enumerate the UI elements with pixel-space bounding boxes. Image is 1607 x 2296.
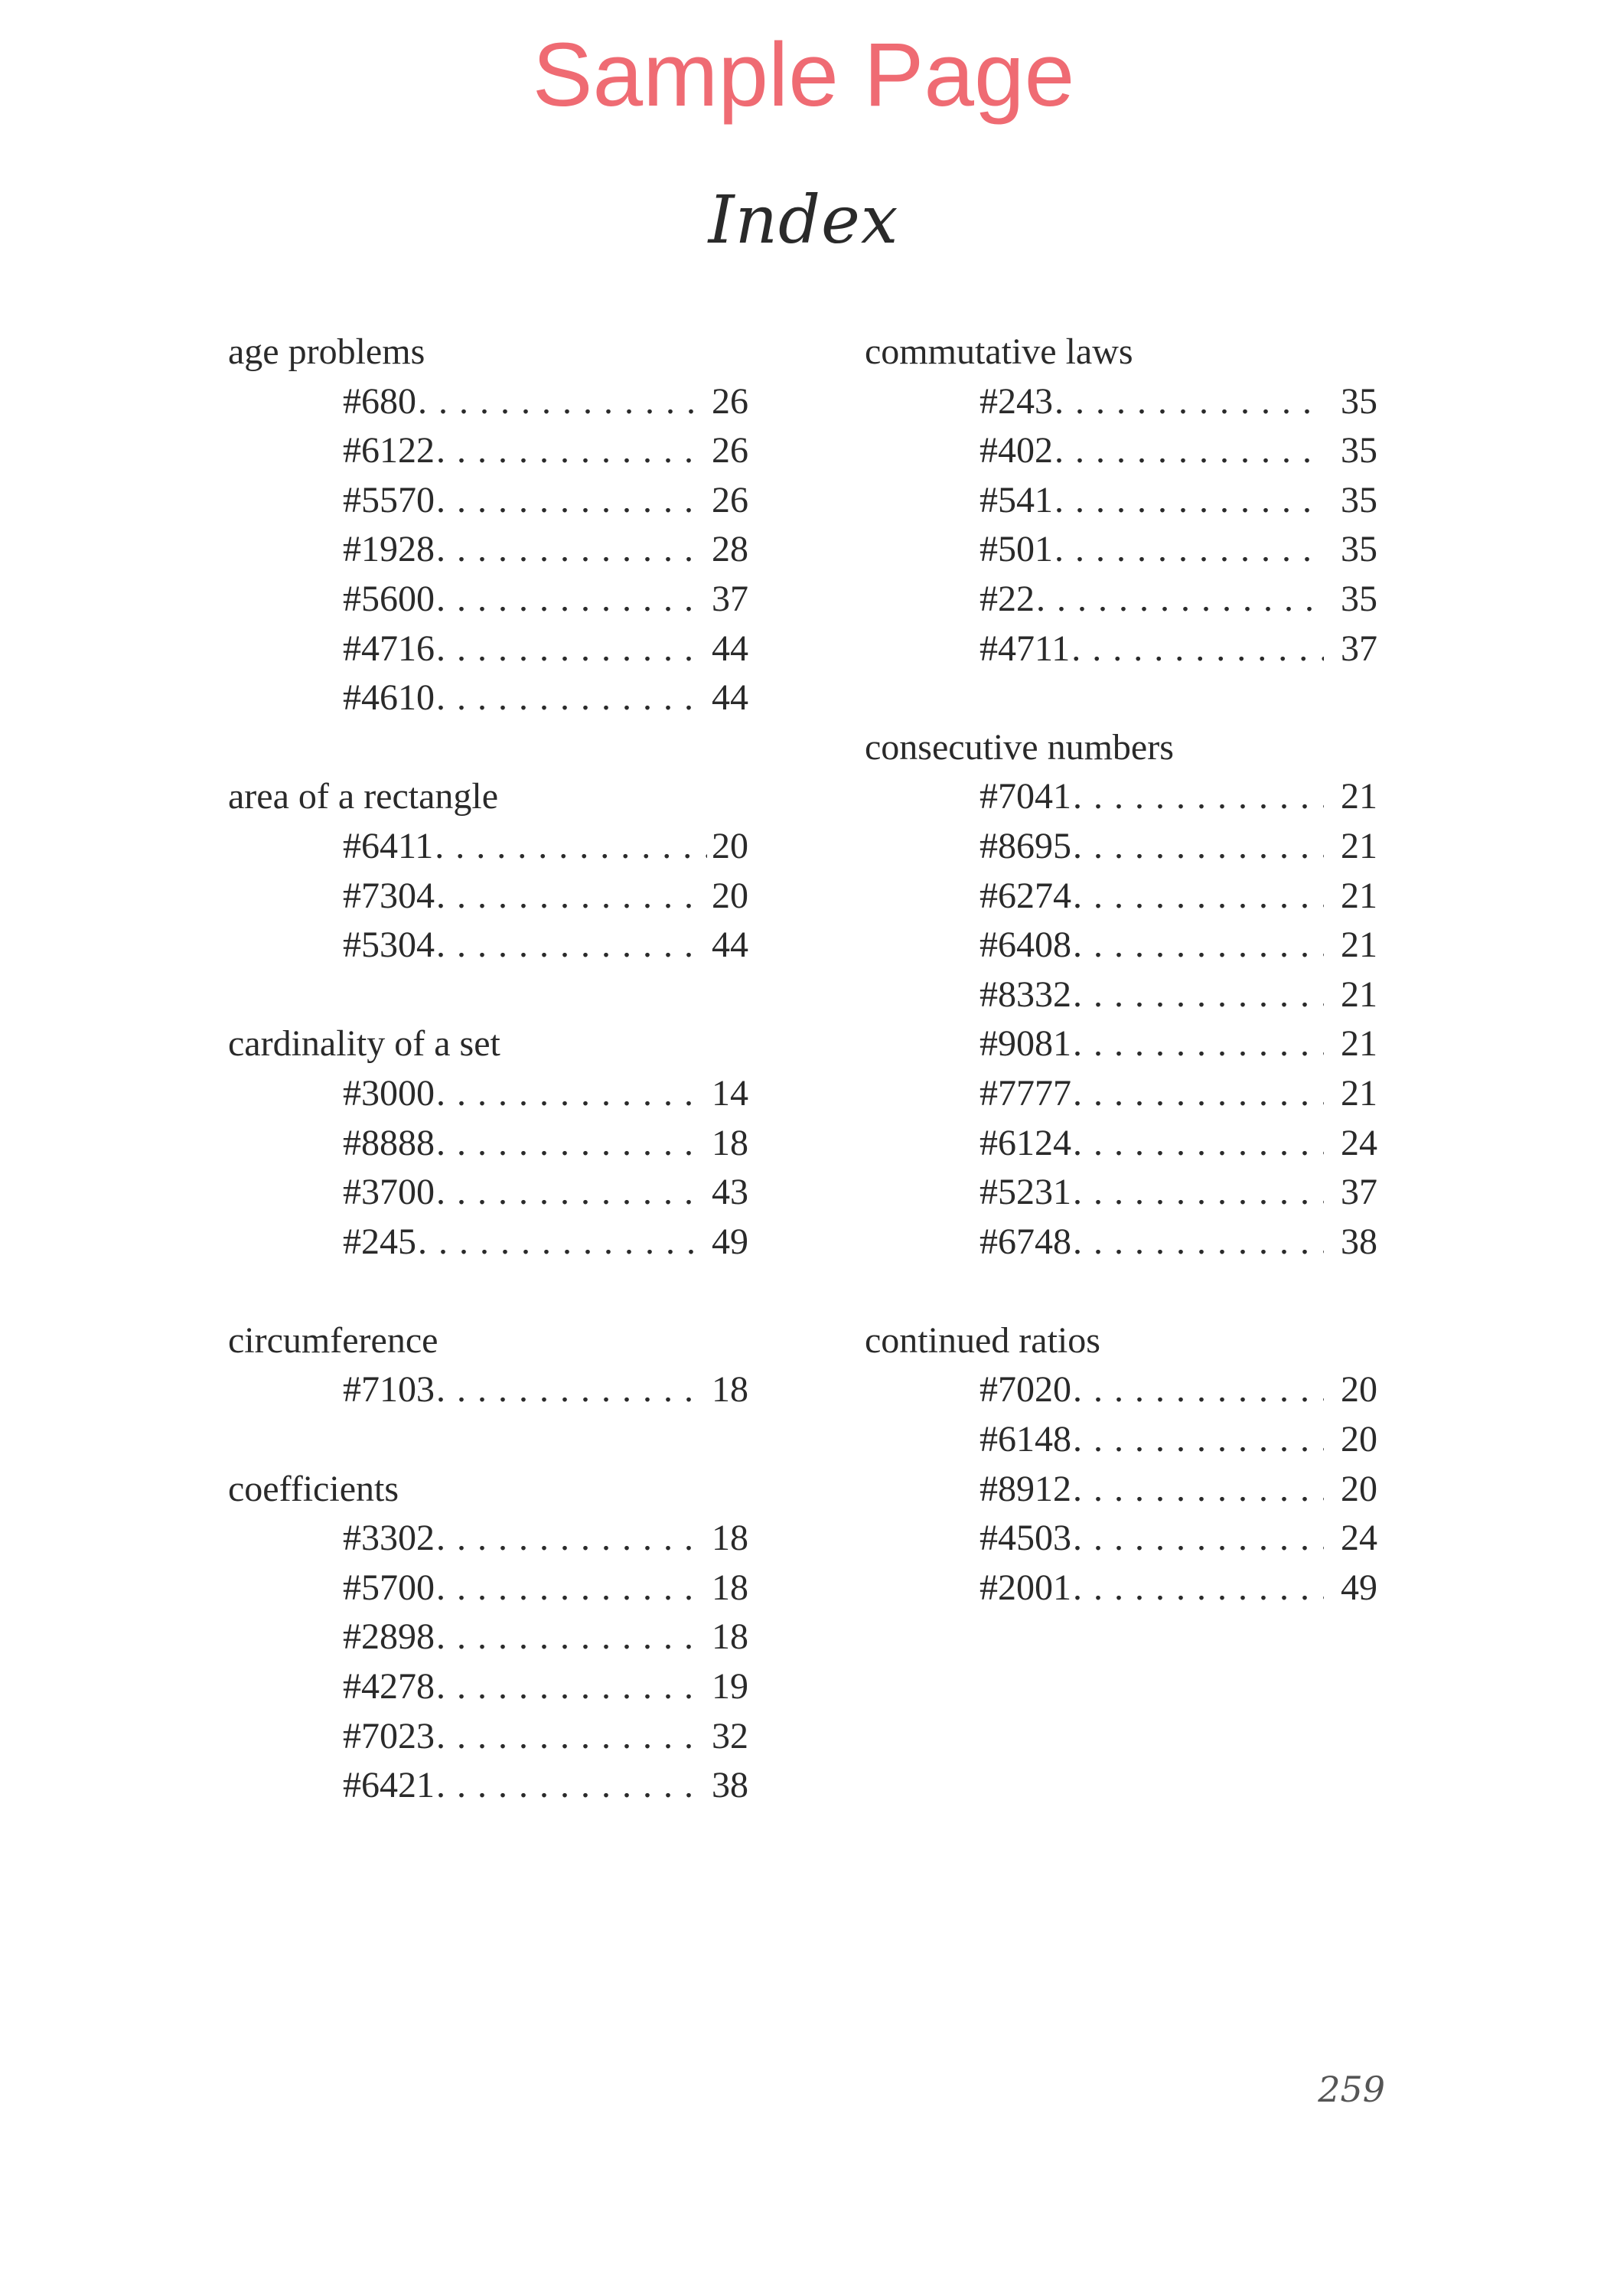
entry-id: #5600 [343,578,435,619]
index-entry [343,1218,748,1267]
entry-page-number: 37 [1341,628,1377,669]
dot-leader [1073,1365,1324,1415]
entry-id: #3000 [343,1072,435,1114]
entry-id: #3302 [343,1518,435,1559]
index-entry [343,872,748,921]
index-entry [980,625,1377,674]
entry-id: #245 [343,1221,416,1262]
dot-leader [1073,1465,1324,1515]
entry-page-number: 18 [712,1616,748,1658]
index-entry [980,525,1377,575]
index-heading: coefficients [228,1468,399,1509]
entry-page-number: 21 [1341,1072,1377,1114]
index-entry [343,1514,748,1564]
index-entry [343,1712,748,1762]
index-entry [343,377,748,427]
entry-page-number: 21 [1341,1023,1377,1065]
entry-id: #3700 [343,1172,435,1213]
index-entry [980,476,1377,526]
entry-page-number: 37 [1341,1172,1377,1213]
entry-id: #22 [980,578,1035,619]
entry-id: #6421 [343,1765,435,1806]
entry-id: #9081 [980,1023,1071,1065]
dot-leader [418,1218,707,1267]
entry-id: #501 [980,529,1053,570]
entry-id: #243 [980,380,1053,422]
entry-id: #6408 [980,925,1071,966]
dot-leader [1071,625,1324,674]
index-entry [980,872,1377,921]
entry-id: #6411 [343,825,434,866]
entry-id: #8695 [980,825,1071,866]
dot-leader [435,822,707,872]
entry-id: #541 [980,479,1053,520]
dot-leader [1073,970,1324,1020]
entry-id: #4711 [980,628,1071,669]
entry-id: #4610 [343,677,435,719]
dot-leader [1073,1069,1324,1119]
entry-page-number: 21 [1341,776,1377,817]
dot-leader [436,525,707,575]
entry-page-number: 18 [712,1122,748,1163]
dot-leader [436,1613,707,1662]
index-entry [980,1415,1377,1465]
entry-id: #4278 [343,1666,435,1707]
index-entry [980,377,1377,427]
index-entry [343,625,748,674]
dot-leader [1036,575,1324,625]
entry-page-number: 18 [712,1567,748,1608]
dot-leader [1073,1564,1324,1613]
dot-leader [436,625,707,674]
entry-id: #8888 [343,1122,435,1163]
index-entry [343,1761,748,1811]
entry-page-number: 35 [1341,430,1377,471]
index-entry [980,1514,1377,1564]
index-entry [980,772,1377,822]
entry-page-number: 44 [712,677,748,719]
dot-leader [1073,1168,1324,1218]
entry-page-number: 20 [712,825,748,866]
entry-id: #6748 [980,1221,1071,1262]
index-entry [343,1613,748,1662]
entry-page-number: 49 [712,1221,748,1262]
entry-page-number: 35 [1341,380,1377,422]
sample-page-banner: Sample Page [532,24,1075,126]
dot-leader [436,1761,707,1811]
index-entry [980,1564,1377,1613]
dot-leader [436,673,707,723]
entry-page-number: 49 [1341,1567,1377,1608]
dot-leader [1073,1019,1324,1069]
entry-id: #2898 [343,1616,435,1658]
entry-page-number: 26 [712,479,748,520]
dot-leader [436,1119,707,1169]
index-column-right [865,328,1377,1662]
index-entry [343,1564,748,1613]
index-entry [980,822,1377,872]
entry-page-number: 20 [1341,1468,1377,1509]
index-column-left [228,328,748,1860]
entry-id: #7103 [343,1369,435,1411]
entry-page-number: 18 [712,1369,748,1411]
dot-leader [1073,1514,1324,1564]
index-entry [343,476,748,526]
index-entry [980,1218,1377,1267]
index-entry [343,1069,748,1119]
entry-page-number: 21 [1341,875,1377,916]
entry-id: #5304 [343,925,435,966]
index-heading: continued ratios [865,1319,1100,1361]
index-entry [980,1069,1377,1119]
entry-page-number: 44 [712,628,748,669]
dot-leader [436,1168,707,1218]
index-entry [980,426,1377,476]
entry-page-number: 37 [712,578,748,619]
index-entry [980,1168,1377,1218]
entry-id: #5231 [980,1172,1071,1213]
index-entry [980,1465,1377,1515]
index-entry [343,921,748,970]
index-entry [343,673,748,723]
entry-id: #4503 [980,1518,1071,1559]
index-entry [980,921,1377,970]
index-heading: cardinality of a set [228,1023,500,1065]
entry-page-number: 38 [1341,1221,1377,1262]
index-group [865,1316,1377,1613]
index-entry [980,970,1377,1020]
dot-leader [418,377,707,427]
dot-leader [436,1365,707,1415]
index-title: Index [708,182,899,259]
entry-page-number: 14 [712,1072,748,1114]
index-entry [343,1119,748,1169]
index-group [228,1316,748,1415]
dot-leader [1073,921,1324,970]
entry-id: #7777 [980,1072,1071,1114]
entry-page-number: 26 [712,380,748,422]
entry-id: #680 [343,380,416,422]
dot-leader [1054,426,1324,476]
index-heading: consecutive numbers [865,726,1174,768]
index-entry [980,575,1377,625]
entry-id: #8332 [980,974,1071,1015]
dot-leader [436,921,707,970]
entry-page-number: 21 [1341,925,1377,966]
entry-page-number: 21 [1341,825,1377,866]
index-entry [343,426,748,476]
index-group [228,772,748,970]
dot-leader [1073,1218,1324,1267]
entry-page-number: 19 [712,1666,748,1707]
dot-leader [436,872,707,921]
entry-id: #1928 [343,529,435,570]
index-entry [343,822,748,872]
entry-page-number: 35 [1341,479,1377,520]
dot-leader [436,1712,707,1762]
dot-leader [436,1069,707,1119]
entry-page-number: 43 [712,1172,748,1213]
dot-leader [1073,1119,1324,1169]
index-group [228,328,748,723]
index-entry [980,1119,1377,1169]
entry-page-number: 44 [712,925,748,966]
entry-page-number: 20 [1341,1369,1377,1411]
dot-leader [436,1514,707,1564]
index-heading: circumference [228,1319,438,1361]
index-heading: age problems [228,331,425,372]
entry-id: #8912 [980,1468,1071,1509]
entry-page-number: 24 [1341,1518,1377,1559]
dot-leader [436,575,707,625]
entry-id: #7041 [980,776,1071,817]
dot-leader [436,476,707,526]
dot-leader [436,1564,707,1613]
entry-id: #7023 [343,1715,435,1756]
entry-id: #6274 [980,875,1071,916]
entry-id: #7304 [343,875,435,916]
entry-id: #2001 [980,1567,1071,1608]
index-group [865,328,1377,673]
entry-page-number: 32 [712,1715,748,1756]
entry-id: #6122 [343,430,435,471]
dot-leader [436,1662,707,1712]
index-heading: commutative laws [865,331,1133,372]
index-entry [343,525,748,575]
entry-id: #7020 [980,1369,1071,1411]
index-entry [980,1019,1377,1069]
dot-leader [1073,822,1324,872]
index-entry [343,1662,748,1712]
dot-leader [1073,872,1324,921]
entry-page-number: 24 [1341,1122,1377,1163]
entry-id: #4716 [343,628,435,669]
dot-leader [436,426,707,476]
entry-page-number: 20 [1341,1419,1377,1460]
dot-leader [1073,772,1324,822]
entry-page-number: 26 [712,430,748,471]
entry-id: #6148 [980,1419,1071,1460]
entry-page-number: 35 [1341,578,1377,619]
entry-id: #5570 [343,479,435,520]
entry-page-number: 28 [712,529,748,570]
dot-leader [1054,377,1324,427]
index-group [228,1019,748,1267]
index-heading: area of a rectangle [228,776,499,817]
entry-page-number: 21 [1341,974,1377,1015]
entry-id: #5700 [343,1567,435,1608]
entry-page-number: 35 [1341,529,1377,570]
entry-id: #402 [980,430,1053,471]
index-entry [343,1168,748,1218]
entry-page-number: 38 [712,1765,748,1806]
entry-id: #6124 [980,1122,1071,1163]
index-group [228,1465,748,1811]
page-number: 259 [1318,2069,1385,2110]
entry-page-number: 18 [712,1518,748,1559]
dot-leader [1054,476,1324,526]
index-group [865,723,1377,1267]
index-entry [343,1365,748,1415]
dot-leader [1073,1415,1324,1465]
entry-page-number: 20 [712,875,748,916]
dot-leader [1054,525,1324,575]
index-entry [343,575,748,625]
index-entry [980,1365,1377,1415]
